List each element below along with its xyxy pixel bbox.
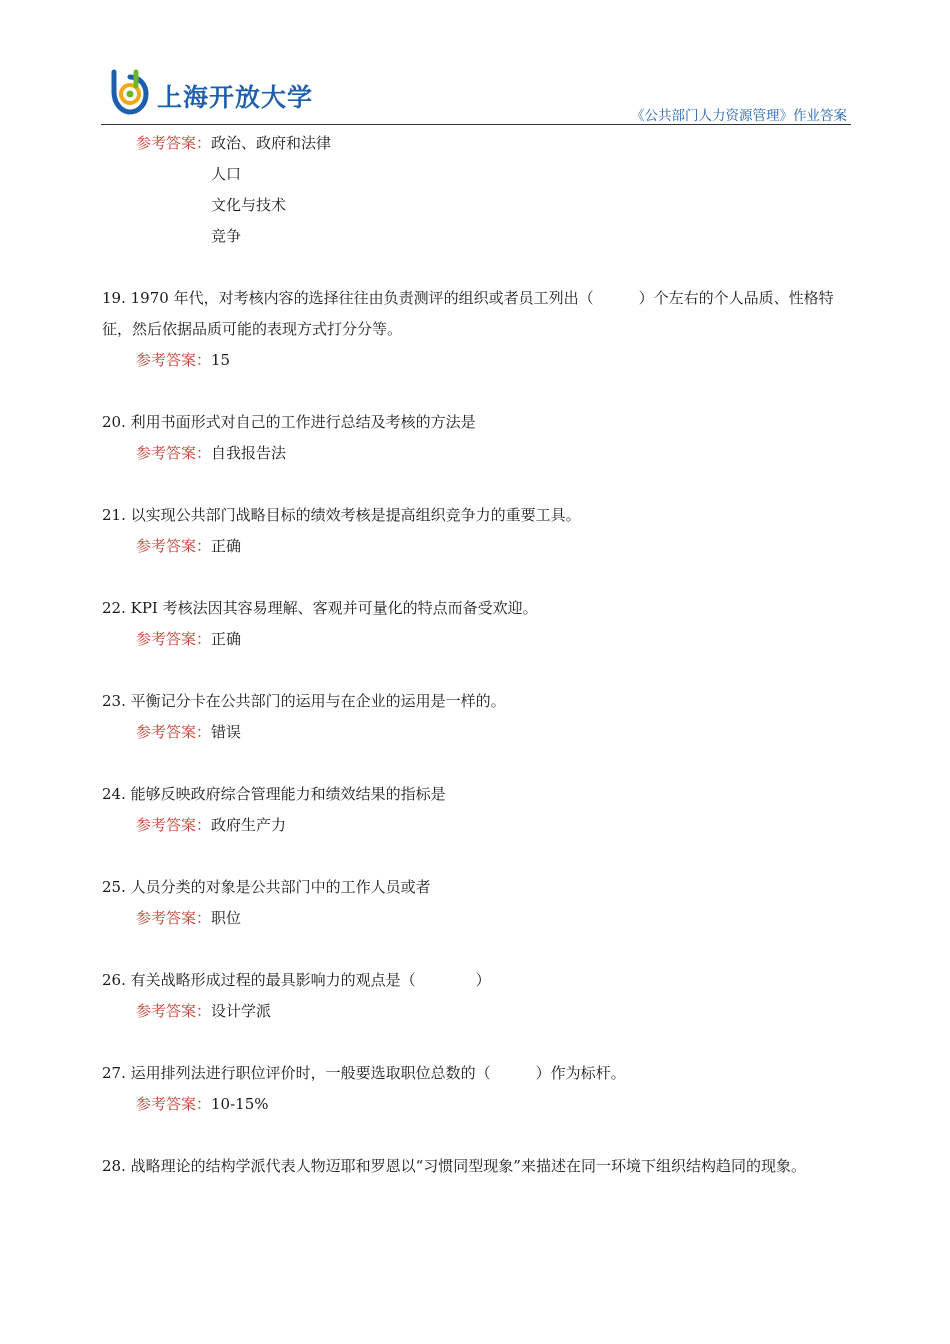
answer-row — [136, 438, 852, 469]
question-text: 22. KPI 考核法因其容易理解、客观并可量化的特点而备受欢迎。 — [102, 599, 538, 617]
question-21 — [102, 500, 852, 562]
answer-value: 人口 — [211, 165, 242, 183]
answer-value: 设计学派 — [211, 1002, 272, 1020]
question-text: 19. 1970 年代，对考核内容的选择往往由负责测评的组织或者员工列出（ ）个左右的个人品质、性格特征，然后依据品质可能的表现方式打分分等。 — [102, 289, 834, 338]
answer-value: 文化与技术 — [211, 196, 287, 214]
answer-label: 参考答案： — [136, 723, 212, 741]
answer-label: 参考答案： — [136, 444, 212, 462]
question-text: 25. 人员分类的对象是公共部门中的工作人员或者 — [102, 878, 431, 896]
answer-value: 15 — [211, 351, 231, 369]
answer-label: 参考答案： — [136, 537, 212, 555]
answer-row — [136, 717, 852, 748]
answer-values-list — [211, 128, 331, 252]
question-text: 21. 以实现公共部门战略目标的绩效考核是提高组织竞争力的重要工具。 — [102, 506, 581, 524]
university-logo-icon — [106, 68, 150, 116]
answer-value: 正确 — [211, 630, 242, 648]
answer-value: 政治、政府和法律 — [211, 134, 332, 152]
answer-value: 自我报告法 — [211, 444, 287, 462]
answer-row — [136, 345, 852, 376]
question-23 — [102, 686, 852, 748]
question-25 — [102, 872, 852, 934]
answer-value: 政府生产力 — [211, 816, 287, 834]
answer-label: 参考答案： — [136, 816, 212, 834]
question-22 — [102, 593, 852, 655]
answer-label: 参考答案： — [136, 909, 212, 927]
answer-label: 参考答案： — [136, 351, 212, 369]
question-28 — [102, 1151, 852, 1182]
question-text: 28. 战略理论的结构学派代表人物迈耶和罗恩以“习惯同型现象”来描述在同一环境下组织结构趋同的现象。 — [102, 1157, 806, 1175]
answer-row — [136, 903, 852, 934]
answer-label: 参考答案： — [136, 1095, 212, 1113]
answer-value: 竞争 — [211, 227, 242, 245]
answer-row — [136, 810, 852, 841]
answer-row — [136, 624, 852, 655]
document-title: 《公共部门人力资源管理》作业答案 — [631, 108, 847, 124]
question-text: 26. 有关战略形成过程的最具影响力的观点是（ ） — [102, 971, 491, 989]
question-27 — [102, 1058, 852, 1120]
question-text: 20. 利用书面形式对自己的工作进行总结及考核的方法是 — [102, 413, 476, 431]
answer-value: 职位 — [211, 909, 242, 927]
answer-value: 正确 — [211, 537, 242, 555]
answer-label: 参考答案： — [136, 134, 212, 152]
question-text: 27. 运用排列法进行职位评价时，一般要选取职位总数的（ ）作为标杆。 — [102, 1064, 626, 1082]
answer-row — [136, 1089, 852, 1120]
document-body — [102, 128, 852, 1182]
question-text: 24. 能够反映政府综合管理能力和绩效结果的指标是 — [102, 785, 446, 803]
question-text: 23. 平衡记分卡在公共部门的运用与在企业的运用是一样的。 — [102, 692, 506, 710]
answer-label: 参考答案： — [136, 630, 212, 648]
answer-value: 10-15% — [211, 1095, 269, 1113]
answer-row-18 — [136, 128, 852, 252]
question-26 — [102, 965, 852, 1027]
question-19 — [102, 283, 852, 376]
answer-row — [136, 996, 852, 1027]
university-name: 上海开放大学 — [157, 83, 314, 112]
page-header — [101, 64, 851, 125]
question-24 — [102, 779, 852, 841]
answer-value: 错误 — [211, 723, 242, 741]
question-20 — [102, 407, 852, 469]
answer-label: 参考答案： — [136, 1002, 212, 1020]
answer-row — [136, 531, 852, 562]
